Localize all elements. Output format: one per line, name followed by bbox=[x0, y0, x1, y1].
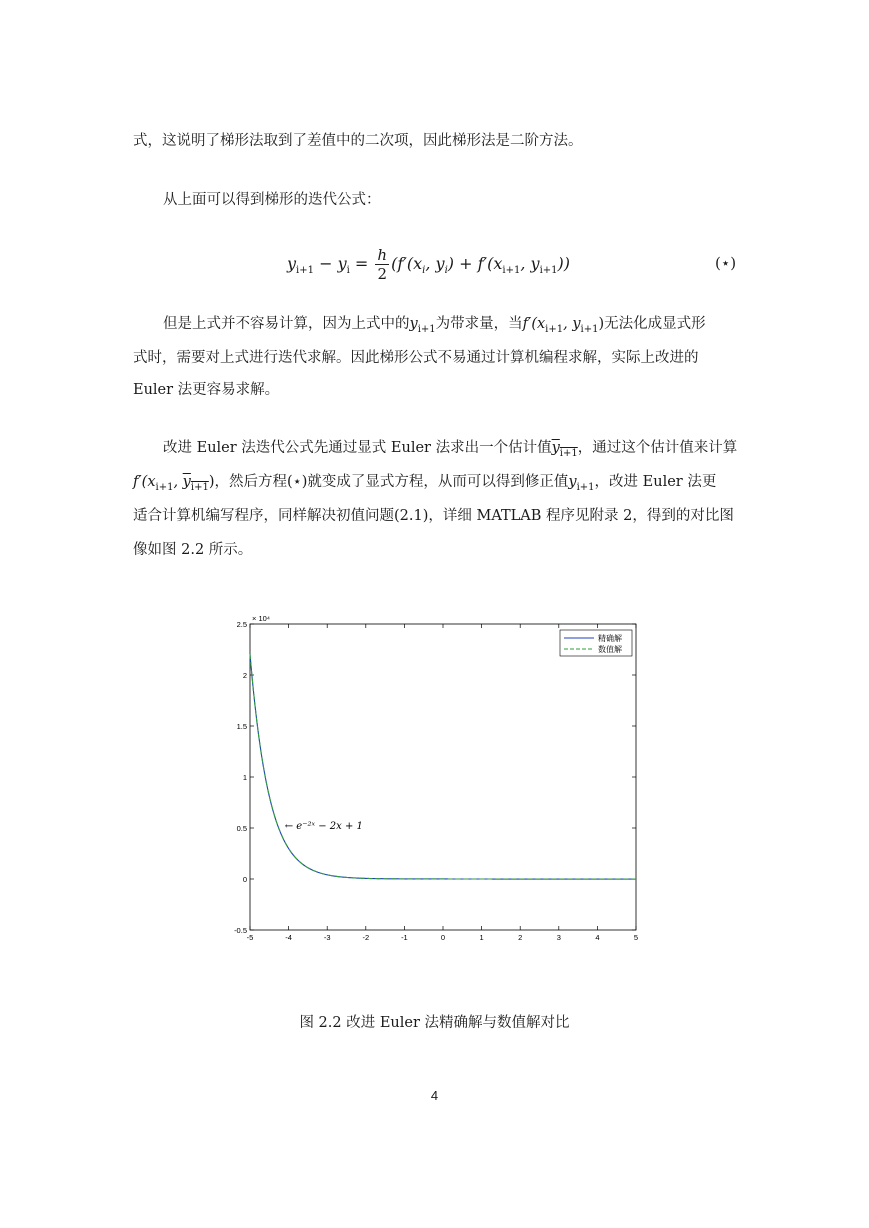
legend-label: 数值解 bbox=[598, 645, 622, 654]
y-tick-label: 1.5 bbox=[236, 722, 247, 731]
curve-annotation: ← e⁻²ˣ − 2x + 1 bbox=[284, 820, 363, 832]
equation-number: (⋆) bbox=[715, 254, 737, 272]
legend-label: 精确解 bbox=[598, 634, 622, 643]
paragraph-line: 改进 Euler 法迭代公式先通过显式 Euler 法求出一个估计值$\overline{y}_{i+1}$，通过这个估计值来计算 bbox=[163, 440, 738, 459]
trapezoid-equation: $y_{i+1} - y_i$ = $\frac{h}{2}$ ($f'(x_i$, $y_i) + f'(x_{i+1}$, $y_{i+1}$)) bbox=[287, 246, 571, 283]
paragraph-line: 从上面可以得到梯形的迭代公式： bbox=[163, 192, 381, 208]
y-tick-label: -0.5 bbox=[234, 926, 247, 935]
plot-frame bbox=[250, 624, 636, 930]
y-tick-label: 2.5 bbox=[236, 620, 247, 629]
x-tick-label: -2 bbox=[362, 933, 370, 942]
paragraph-line: 但是上式并不容易计算，因为上式中的$y_{i+1}$为带求量，当$f'(x_{i+1}$, $y_{i+1}$)无法化成显式形 bbox=[163, 316, 706, 335]
page-number: 4 bbox=[430, 1088, 439, 1103]
paragraph-line: 像如图 2.2 所示。 bbox=[133, 542, 253, 558]
x-tick-label: 2 bbox=[518, 933, 523, 942]
figure-2-2 bbox=[226, 612, 646, 948]
x-tick-label: 3 bbox=[556, 933, 561, 942]
paragraph-line: 式时，需要对上式进行迭代求解。因此梯形公式不易通过计算机编程求解，实际上改进的 bbox=[133, 350, 699, 366]
x-tick-label: 4 bbox=[595, 933, 600, 942]
y-tick-label: 2 bbox=[242, 671, 247, 680]
fraction: $\frac{h}{2}$ bbox=[377, 246, 388, 283]
paragraph-line: 式，这说明了梯形法取到了差值中的二次项，因此梯形法是二阶方法。 bbox=[133, 133, 583, 149]
paragraph-line: 适合计算机编写程序，同样解决初值问题(2.1)，详细 MATLAB 程序见附录 2，得到的对比图 bbox=[133, 508, 734, 524]
y-tick-label: 0 bbox=[242, 875, 247, 884]
x-tick-label: -1 bbox=[401, 933, 408, 942]
x-tick-label: -5 bbox=[246, 933, 254, 942]
x-tick-label: 5 bbox=[633, 933, 639, 942]
x-tick-label: 0 bbox=[440, 933, 446, 942]
x-tick-label: 1 bbox=[479, 933, 484, 942]
x-tick-label: -4 bbox=[285, 933, 292, 942]
y-multiplier-label: × 10⁴ bbox=[252, 614, 271, 623]
y-tick-label: 1 bbox=[242, 773, 247, 782]
equation-block bbox=[0, 238, 869, 288]
paragraph-line: $f'(x_{i+1}$, $\overline{y}_{i+1}$)，然后方程(⋆)就变成了显式方程，从而可以得到修正值$y_{i+1}$，改进 Euler 法更 bbox=[133, 474, 717, 493]
figure-caption: 图 2.2 改进 Euler 法精确解与数值解对比 bbox=[299, 1015, 570, 1031]
x-tick-label: -3 bbox=[323, 933, 331, 942]
comparison-chart bbox=[226, 612, 646, 948]
paragraph-line: Euler 法更容易求解。 bbox=[133, 382, 280, 398]
y-tick-label: 0.5 bbox=[236, 824, 247, 833]
